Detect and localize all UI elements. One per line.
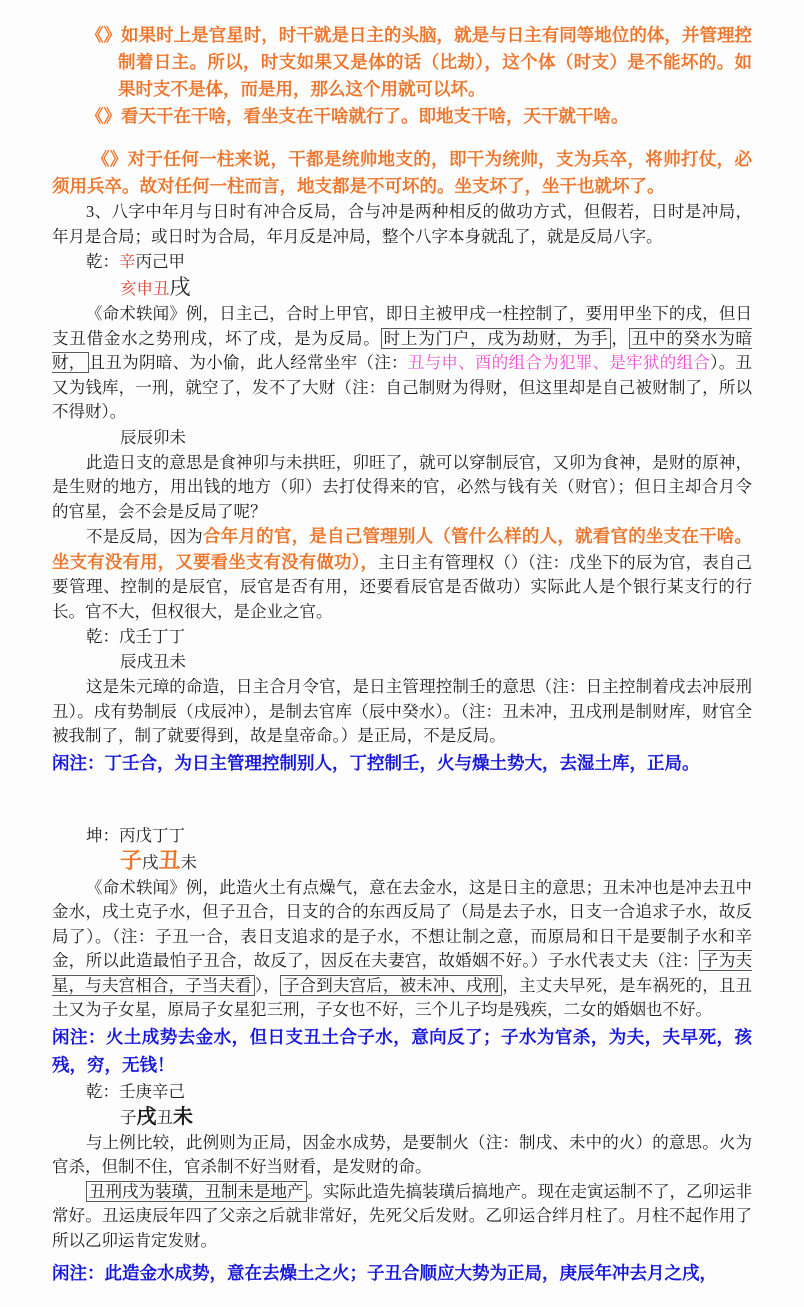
text-run-body: 未 <box>180 852 198 872</box>
text-run-body: 3、八字中年月与日时有冲合反局，合与冲是两种相反的做功方式，但假若，日时是冲局，年月是合局；或日时为合局，年月反是冲局，整个八字本身就乱了，就是反局八字。 <box>52 202 752 246</box>
paragraph-body <box>52 675 752 749</box>
paragraph-body <box>52 200 752 249</box>
text-run-body: 乾： <box>86 252 119 271</box>
text-run-big-orange: 子 <box>120 847 143 873</box>
text-run-magenta: 丑与申、酉的组合为犯罪、是牢狱的组合 <box>407 353 711 372</box>
text-run-body: ）。丑又为钱库，一刑，就空了，发不了大财（注：自己制财为得财，但这里却是自己被财制了，所以不得财）。 <box>52 353 753 421</box>
paragraph-body <box>52 1180 752 1254</box>
text-run-body: 《命术轶闻》例，此造火土有点燥气，意在去金水，这是日主的意思；丑未冲也是冲去丑中金水，戌土克子水，但子丑合，日支的合的东西反局了（局是去子水，日支一合追求子水，故反局了）。（注：子丑一合，表日支追求的是子水，不想让制之意，而原局和日干是要制子水和辛金，所以此造最怕子丑合，故反了，因反在夫妻宫，故婚姻不好。）子水代表丈夫（注： <box>52 877 752 970</box>
text-run-red: 亥申丑 <box>120 279 170 298</box>
text-run-big: 戌 <box>169 275 191 299</box>
text-run-body: 且丑为阴暗、为小偷，此人经常坐牢（注： <box>88 353 408 372</box>
text-run-boxed: 丑刑戌为装璜，丑制未是地产 <box>86 1181 307 1202</box>
text-run-blue: 闲注：此造金水成势，意在去燥土之火；子丑合顺应大势为正局，庚辰年冲去月之戌， <box>52 1263 717 1283</box>
paragraph-orange-note-hanging <box>52 103 752 130</box>
text-run-orange: 《》看天干在干啥，看坐支在干啥就行了。即地支干啥，天干就干啥。 <box>86 106 629 126</box>
text-run-body: 这是朱元璋的命造，日主合月令官，是日主管理控制壬的意思（注：日主控制着戌去冲辰刑丑）。戌有势制辰（戌辰冲），是制去官库（辰中癸水）。（注：丑未冲，丑戌刑是制财库，财官全被我制了，制了就要得到，故是皇帝命。）是正局，不是反局。 <box>52 677 752 745</box>
text-run-body: 乾：壬庚辛己 <box>86 1081 185 1101</box>
text-run-big-orange: 丑 <box>158 847 181 873</box>
paragraph-orange-note-hanging <box>52 22 752 103</box>
text-run-body: 乾：戊壬丁丁 <box>86 627 185 646</box>
text-run-body: 戌 <box>142 852 159 872</box>
text-run-body: ， <box>611 328 629 348</box>
text-run-orange: 《》如果时上是官星时，时干就是日主的头脑，就是与日主有同等地位的体，并管理控制着日主。所以，时支如果又是体的话（比劫），这个体（时支）是不能坏的。如果时支不是体，而是用，那么这个用就可以坏。 <box>86 25 752 99</box>
paragraph-chart-branches <box>120 848 752 876</box>
paragraph-chart-branches <box>120 425 752 451</box>
text-run-red: 辛 <box>119 252 136 271</box>
text-run-orange: 合年月的官，是自己管理别人（管什么样的人，就看官的坐支在干啥。坐支有没有用，又要看坐支有没有做功）， <box>52 526 752 572</box>
text-run-orange: 《》对于任何一柱来说，干都是统帅地支的，即干为统帅，支为兵卒，将帅打仗，必须用兵卒。故对任何一柱而言，地支都是不可坏的。坐支坏了，坐干也就坏了。 <box>52 149 752 196</box>
paragraph-chart-branches <box>120 649 752 675</box>
text-run-body: 不是反局，因为 <box>86 527 204 546</box>
text-run-boxed: 子合到夫宫后，被未冲、戌刑 <box>280 975 502 996</box>
text-run-body: 辰戌丑未 <box>120 652 186 671</box>
text-run-big-bold: 戌 <box>136 1105 157 1128</box>
paragraph-chart-stems <box>86 624 752 649</box>
paragraph-chart-stems <box>86 249 752 274</box>
text-run-big-bold: 未 <box>173 1105 193 1128</box>
text-run-boxed: 子为夫星，与夫宫相合，子当夫看 <box>52 951 753 995</box>
paragraph-body <box>52 1131 752 1180</box>
paragraph-blue-note <box>52 749 752 777</box>
paragraph-chart-branches <box>120 274 752 302</box>
text-run-body: ）， <box>254 975 280 995</box>
paragraph-chart-stems <box>86 1079 752 1104</box>
document-body <box>52 22 752 1287</box>
text-run-body: ，主丈夫早死，是车祸死的，且丑土又为子女星，原局子女星犯三刑，子女也不好，三个儿子均是残疾，二女的婚姻也不好。 <box>52 975 753 1019</box>
paragraph-orange-note <box>52 146 752 200</box>
text-run-blue: 闲注：火土成势去金水，但日支丑土合子水，意向反了；子水为官杀，为夫，夫早死，孩残，穷，无钱！ <box>52 1026 752 1075</box>
text-run-body: 与上例比较，此例则为正局，因金水成势，是要制火（注：制戌、未中的火）的意思。火为官杀，但制不住，官杀制不好当财看，是发财的命。 <box>52 1132 752 1176</box>
text-run-body: 此造日支的意思是食神卯与未拱旺，卯旺了，就可以穿制辰官，又卯为食神，是财的原神，是生财的地方，用出钱的地方（卯）去打仗得来的官，必然与钱有关（财官）；但日主却合月令的官星，会不会是反局了呢？ <box>52 452 752 521</box>
text-run-body: 辰辰卯未 <box>120 427 186 447</box>
paragraph-body <box>52 876 752 1023</box>
text-run-boxed: 时上为门户，戌为劫财，为手 <box>381 328 612 349</box>
paragraph-chart-stems <box>86 823 752 848</box>
text-run-body: 。实际此造先搞装璜后搞地产。现在走寅运制不了，乙卯运非常好。丑运庚辰年四了父亲之后就非常好，先死父后发财。乙卯运合绊月柱了。月柱不起作用了所以乙卯运肯定发财。 <box>52 1181 752 1250</box>
text-run-boxed: 丑中的癸水为暗财， <box>52 328 753 372</box>
text-run-blue: 闲注：丁壬合，为日主管理控制别人，丁控制壬，火与燥土势大，去湿土库，正局。 <box>52 752 700 773</box>
text-run-body: 子 <box>120 1107 137 1127</box>
text-run-body: 主日主有管理权（）（注：戊坐下的辰为官，表自己要管理、控制的是辰官，辰官是否有用，还要看辰官是否做功）实际此人是个银行某支行的行长。官不大，但权很大，是企业之官。 <box>52 552 753 621</box>
paragraph-blue-note <box>52 1259 752 1287</box>
paragraph-body <box>52 302 752 425</box>
paragraph-body <box>52 451 752 525</box>
text-run-body: 坤：丙戊丁丁 <box>86 825 185 845</box>
paragraph-blue-note <box>52 1023 752 1079</box>
text-run-body: 《命术轶闻》例，日主己，合时上甲官，即日主被甲戌一柱控制了，要用甲坐下的戌，但日支丑借金水之势刑戌，坏了戌，是为反局。 <box>52 304 752 348</box>
text-run-body: 丑 <box>156 1107 173 1127</box>
paragraph-body <box>52 524 752 624</box>
text-run-body: 丙己甲 <box>135 252 185 271</box>
